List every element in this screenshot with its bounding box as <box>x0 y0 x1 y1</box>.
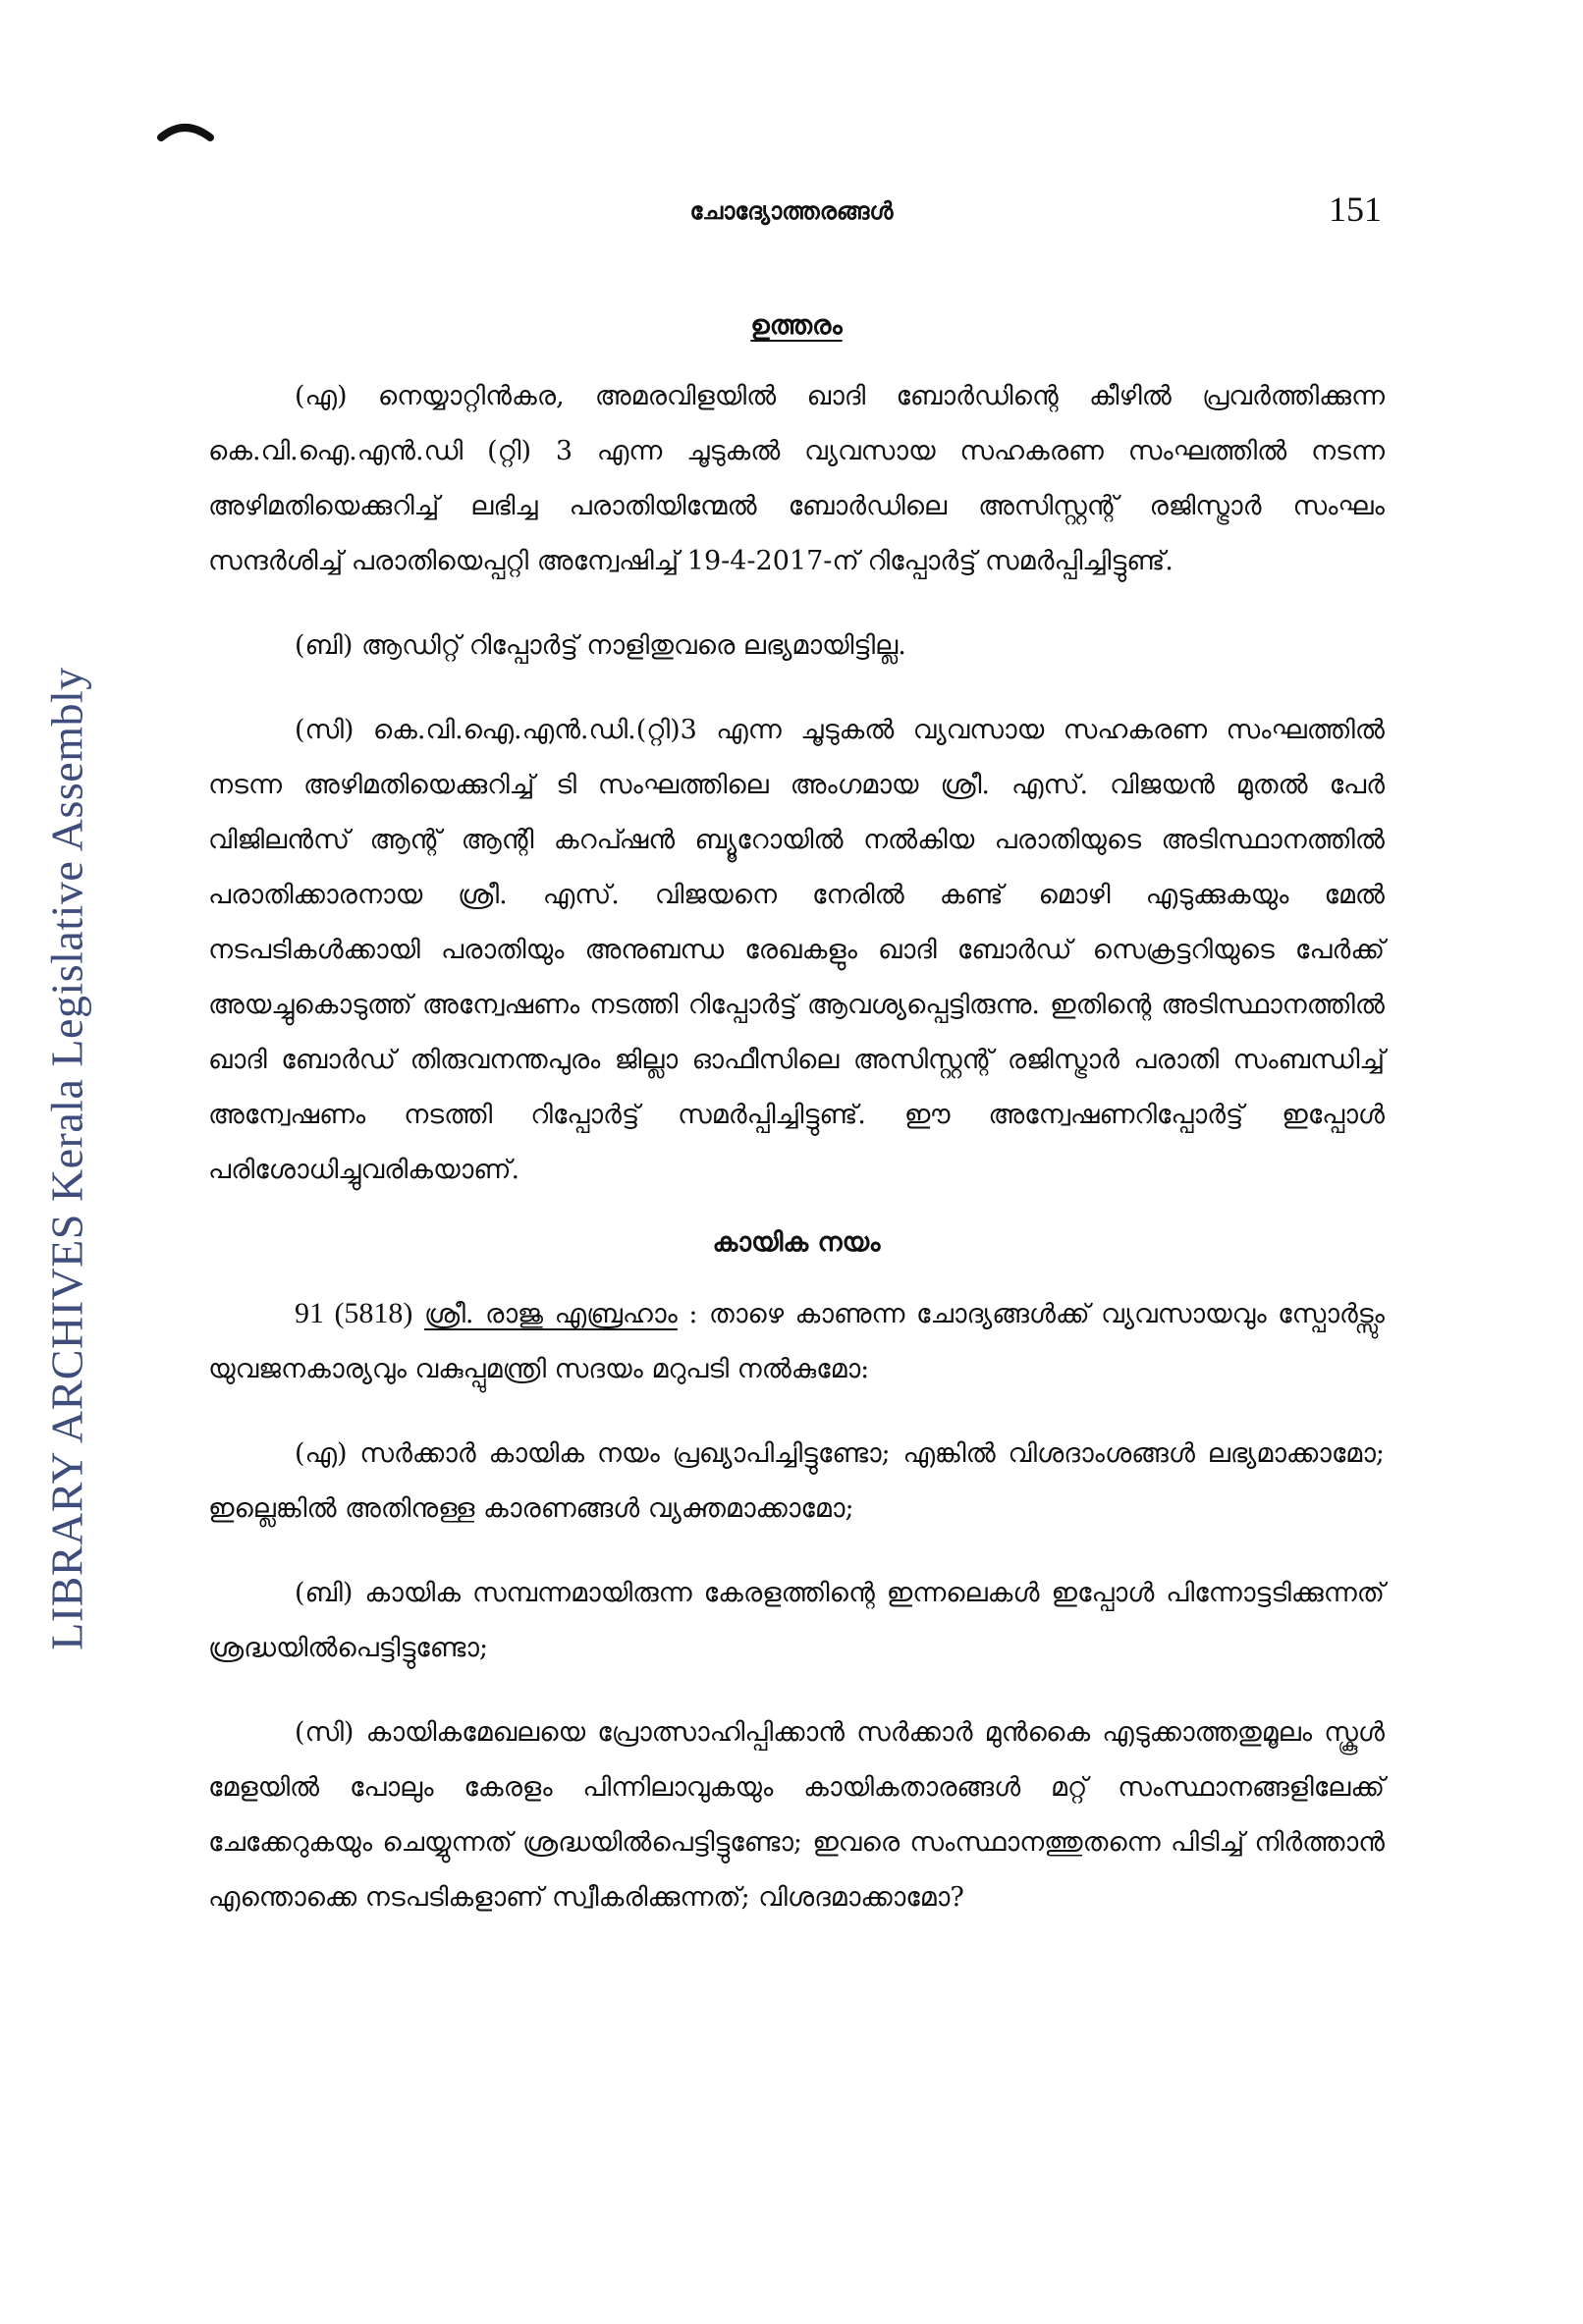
page-number: 151 <box>1329 189 1382 229</box>
question-b: (ബി) കായിക സമ്പന്നമായിരുന്ന കേരളത്തിന്റെ ഇന്നലെകൾ ഇപ്പോൾ പിന്നോട്ടടിക്കുന്നത് ശ്രദ്ധയിൽപെട്ടിട്ടുണ്ടോ; <box>208 1578 1385 1663</box>
answer-paragraph-a: (എ) നെയ്യാറ്റിൻകര, അമരവിളയിൽ ഖാദി ബോർഡിന്റെ കീഴിൽ പ്രവർത്തിക്കുന്ന കെ.വി.ഐ.എൻ.ഡി (റ്റി) 3 എന്ന ചൂടുകൽ വ്യവസായ സഹകരണ സംഘത്തിൽ നടന്ന അഴിമതിയെക്കുറിച്ച് ലഭിച്ച പരാതിയിന്മേൽ ബോർഡിലെ അസിസ്റ്റന്റ് രജിസ്ട്രാർ സംഘം സന്ദർശിച്ച് പരാതിയെപ്പറ്റി അന്വേഷിച്ച് 19-4-2017-ന് റിപ്പോർട്ട് സമർപ്പിച്ചിട്ടുണ്ട്. <box>208 381 1385 576</box>
answer-heading-text: ഉത്തരം <box>750 310 843 341</box>
scan-corner-mark <box>157 116 216 155</box>
question-intro <box>208 1286 1385 1397</box>
question-heading: കായിക നയം <box>712 1227 881 1258</box>
running-title: ചോദ്യോത്തരങ്ങൾ <box>689 196 894 225</box>
question-section <box>208 1227 1385 1925</box>
library-archives-watermark: LIBRARY ARCHIVES Kerala Legislative Assembly <box>41 667 92 1650</box>
answer-paragraph-c: (സി) കെ.വി.ഐ.എൻ.ഡി.(റ്റി)3 എന്ന ചൂടുകൽ വ്യവസായ സഹകരണ സംഘത്തിൽ നടന്ന അഴിമതിയെക്കുറിച്ച് ടി സംഘത്തിലെ അംഗമായ ശ്രീ. എസ്. വിജയൻ മുതൽ പേർ വിജിലൻസ് ആന്റ് ആന്റി കറപ്ഷൻ ബ്യൂറോയിൽ നൽകിയ പരാതിയുടെ അടിസ്ഥാനത്തിൽ പരാതിക്കാരനായ ശ്രീ. എസ്. വിജയനെ നേരിൽ കണ്ട് മൊഴി എടുക്കുകയും മേൽ നടപടികൾക്കായി പരാതിയും അനുബന്ധ രേഖകളും ഖാദി ബോർഡ് സെക്രട്ടറിയുടെ പേർക്ക് അയച്ചുകൊടുത്ത് അന്വേഷണം നടത്തി റിപ്പോർട്ട് ആവശ്യപ്പെട്ടിരുന്നു. ഇതിന്റെ അടിസ്ഥാനത്തിൽ ഖാദി ബോർഡ് തിരുവനന്തപുരം ജില്ലാ ഓഫീസിലെ അസിസ്റ്റന്റ് രജിസ്ട്രാർ പരാതി സംബന്ധിച്ച് അന്വേഷണം നടത്തി റിപ്പോർട്ട് സമർപ്പിച്ചിട്ടുണ്ട്. ഈ അന്വേഷണറിപ്പോർട്ട് ഇപ്പോൾ പരിശോധിച്ചുവരികയാണ്. <box>208 715 1385 1185</box>
question-c: (സി) കായികമേഖലയെ പ്രോത്സാഹിപ്പിക്കാൻ സർക്കാർ മുൻകൈ എടുക്കാത്തതുമൂലം സ്കൂൾ മേളയിൽ പോലും കേരളം പിന്നിലാവുകയും കായികതാരങ്ങൾ മറ്റ് സംസ്ഥാനങ്ങളിലേക്ക് ചേക്കേറുകയും ചെയ്യുന്നത് ശ്രദ്ധയിൽപെട്ടിട്ടുണ്ടോ; ഇവരെ സംസ്ഥാനത്തുതന്നെ പിടിച്ച് നിർത്താൻ എന്തൊക്കെ നടപടികളാണ് സ്വീകരിക്കുന്നത്; വിശദമാക്കാമോ? <box>208 1717 1385 1913</box>
member-name: ശ്രീ. രാജു എബ്രഹാം <box>423 1299 678 1329</box>
answer-section <box>208 310 1385 1198</box>
question-number: 91 (5818) <box>295 1297 413 1329</box>
answer-paragraph-b: (ബി) ആഡിറ്റ് റിപ്പോർട്ട് നാളിതുവരെ ലഭ്യമായിട്ടില്ല. <box>295 630 906 661</box>
answer-heading <box>208 310 1385 342</box>
page-body <box>208 310 1385 1955</box>
question-intro-text: : താഴെ കാണുന്ന ചോദ്യങ്ങൾക്ക് വ്യവസായവും സ്പോർട്സും യുവജനകാര്യവും വകുപ്പുമന്ത്രി സദയം മറുപടി നൽകുമോ: <box>208 1299 1385 1384</box>
question-a: (എ) സർക്കാർ കായിക നയം പ്രഖ്യാപിച്ചിട്ടുണ്ടോ; എങ്കിൽ വിശദാംശങ്ങൾ ലഭ്യമാക്കാമോ; ഇല്ലെങ്കിൽ അതിനുള്ള കാരണങ്ങൾ വ്യക്തമാക്കാമോ; <box>208 1438 1385 1524</box>
